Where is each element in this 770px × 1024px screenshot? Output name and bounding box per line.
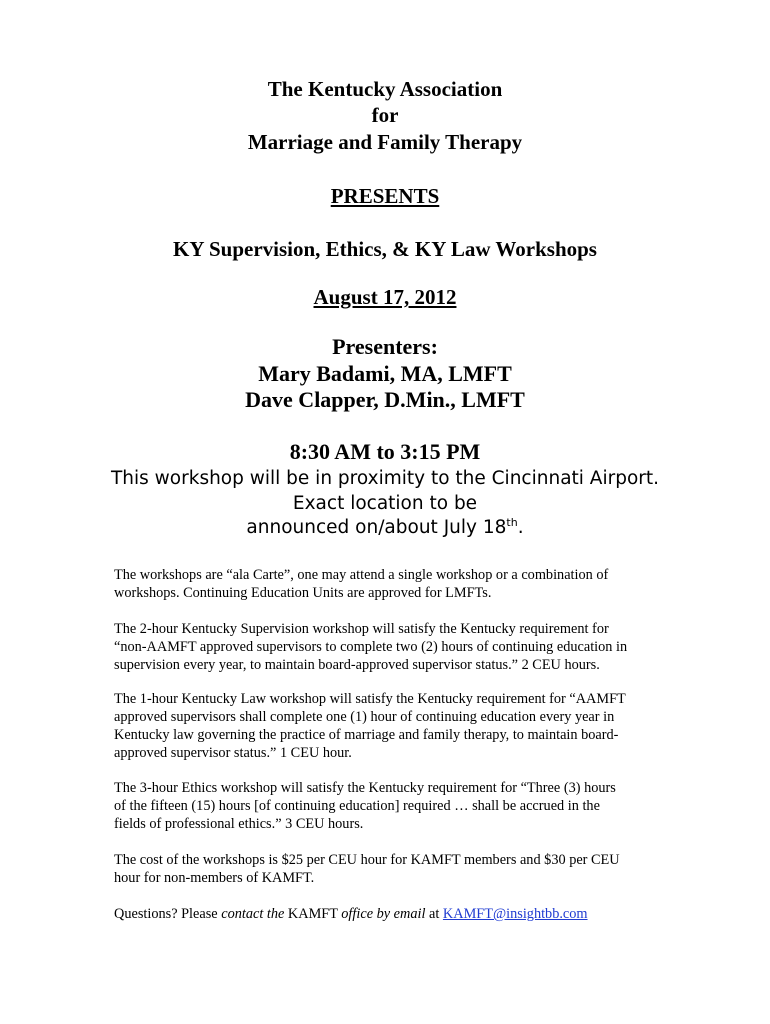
paragraph-kentucky-law [114, 690, 659, 762]
location-line-3-superscript: th [506, 515, 518, 529]
paragraph-line: The 2-hour Kentucky Supervision workshop will satisfy the Kentucky requirement for [114, 621, 609, 637]
paragraph-line: The cost of the workshops is $25 per CEU hour for KAMFT members and $30 per CEU [114, 852, 620, 868]
paragraph-supervision [114, 620, 659, 674]
contact-part-2: contact the [221, 906, 285, 922]
paragraph-line: Kentucky law governing the practice of marriage and family therapy, to maintain board- [114, 727, 619, 743]
location-line-3-text: announced on/about July 18 [246, 517, 507, 538]
paragraph-line: The 3-hour Ethics workshop will satisfy the Kentucky requirement for “Three (3) hours [114, 780, 616, 796]
paragraph-line: approved supervisor status.” 1 CEU hour. [114, 745, 352, 761]
contact-part-1: Questions? Please [114, 906, 222, 922]
paragraph-line: workshops. Continuing Education Units are approved for LMFTs. [114, 585, 492, 601]
org-name-line1: The Kentucky Association [267, 77, 503, 101]
paragraph-cost [114, 851, 659, 887]
contact-part-4: office by email [341, 906, 426, 922]
paragraph-line: approved supervisors shall complete one (1) hour of continuing education every year in [114, 709, 615, 725]
paragraph-line: of the fifteen (15) hours [of continuing education] required … shall be accrued in the [114, 798, 600, 814]
presenter-1: Mary Badami, MA, LMFT [258, 361, 512, 386]
paragraph-line: The workshops are “ala Carte”, one may attend a single workshop or a combination of [114, 567, 609, 583]
email-link[interactable]: KAMFT@insightbb.com [442, 906, 588, 922]
event-time: 8:30 AM to 3:15 PM [289, 439, 481, 464]
location-line-1: This workshop will be in proximity to the Cincinnati Airport. [110, 468, 660, 489]
org-name-line3: Marriage and Family Therapy [247, 130, 523, 154]
location-line-3 [0, 515, 770, 540]
paragraph-line: fields of professional ethics.” 3 CEU hours. [114, 816, 364, 832]
workshop-title: KY Supervision, Ethics, & KY Law Workshops [173, 237, 597, 261]
paragraph-line: The 1-hour Kentucky Law workshop will satisfy the Kentucky requirement for “AAMFT [114, 691, 626, 707]
contact-part-5: at [425, 906, 443, 922]
contact-line [114, 905, 659, 923]
presenters-label: Presenters: [332, 334, 438, 359]
event-date: August 17, 2012 [313, 285, 457, 309]
location-line-3-end: . [517, 517, 524, 538]
paragraph-ala-carte [114, 566, 659, 602]
org-name-line2: for [371, 103, 399, 127]
presents-heading: PRESENTS [330, 184, 440, 208]
location-line-2: Exact location to be [292, 493, 478, 514]
paragraph-line: hour for non-members of KAMFT. [114, 870, 315, 886]
paragraph-line: “non-AAMFT approved supervisors to complete two (2) hours of continuing education in [114, 639, 628, 655]
contact-part-3: KAMFT [284, 906, 342, 922]
paragraph-line: supervision every year, to maintain board-approved supervisor status.” 2 CEU hours. [114, 657, 600, 673]
presenter-2: Dave Clapper, D.Min., LMFT [245, 387, 525, 412]
contact-text [114, 905, 659, 923]
paragraph-ethics [114, 779, 659, 833]
